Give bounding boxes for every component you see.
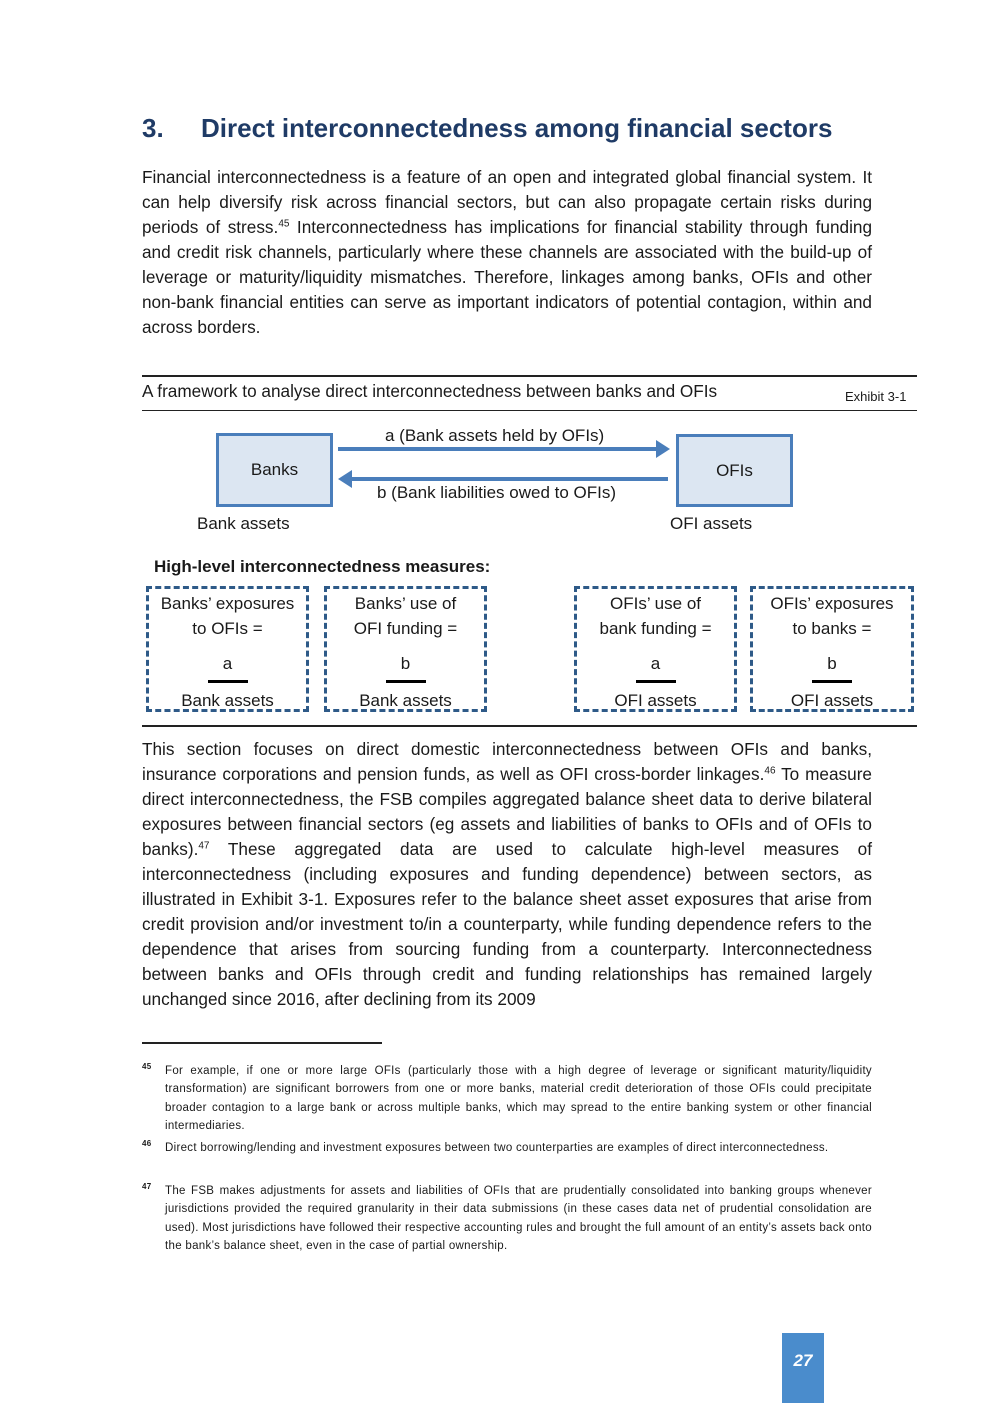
page-number: 27 xyxy=(782,1333,824,1403)
denominator: OFI assets xyxy=(614,691,697,710)
measures-heading: High-level interconnectedness measures: xyxy=(154,557,491,576)
arrow-a-label: a (Bank assets held by OFIs) xyxy=(385,426,605,445)
exhibit-top-rule xyxy=(142,375,917,377)
measure-label: to banks = xyxy=(792,619,872,638)
measure-label: to OFIs = xyxy=(192,619,263,638)
body-paragraph xyxy=(142,737,872,1012)
footnote-45 xyxy=(142,1062,872,1135)
footnote-47 xyxy=(142,1182,872,1255)
text: This section focuses on direct domestic interconnectedness between OFIs and banks, insurance corporations and pension funds, as well as OFI cross-border linkages. xyxy=(142,739,872,784)
arrow-a xyxy=(338,447,660,451)
measure-box xyxy=(574,586,737,712)
footnote-rule xyxy=(142,1042,382,1044)
measure-label: Banks’ use of xyxy=(354,594,457,613)
section-number: 3. xyxy=(142,113,164,143)
denominator: OFI assets xyxy=(790,691,874,710)
bank-assets-label: Bank assets xyxy=(197,514,290,533)
intro-paragraph xyxy=(142,165,872,340)
arrow-b xyxy=(348,477,668,481)
footnote-ref-45[interactable]: 45 xyxy=(278,218,290,230)
fraction-bar xyxy=(636,680,676,683)
ofi-assets-label: OFI assets xyxy=(670,514,753,533)
measure-label: OFIs’ use of xyxy=(609,594,701,613)
arrow-b-head-icon xyxy=(338,470,352,488)
arrow-a-head-icon xyxy=(656,440,670,458)
exhibit-number: Exhibit 3-1 xyxy=(845,389,907,404)
text: Interconnectedness has implications for financial stability through funding and credit risk channels, particularly where these channels are associated with the build-up of leverage or maturity/liquidity mismatches. Therefore, linkages among banks, OFIs and other non-bank financial entities can serve as important indicators of potential contagion, within and across borders. xyxy=(142,217,873,337)
exhibit-title-rule xyxy=(142,410,917,411)
arrow-b-label: b (Bank liabilities owed to OFIs) xyxy=(377,483,617,502)
measure-label: OFI funding = xyxy=(353,619,458,638)
denominator: Bank assets xyxy=(359,691,452,710)
footnote-46 xyxy=(142,1139,872,1157)
measure-label: bank funding = xyxy=(599,619,712,638)
measure-label: OFIs’ exposures xyxy=(770,594,894,613)
footnote-text: For example, if one or more large OFIs (particularly those with a high degree of leverage or significant maturity/liquidity transformation) are significant borrowers from one or more banks, material credit deterioration of those OFIs could precipitate broader contagion to a large bank or across multiple banks, which may spread to the entire banking system or other financial intermediaries. xyxy=(165,1065,872,1132)
measure-box xyxy=(750,586,914,712)
footnote-ref-47[interactable]: 47 xyxy=(198,840,210,852)
text: Financial interconnectedness is a feature of an open and integrated global financial system. It can help diversify risk across financial sectors, but can also propagate certain risks during periods of stress. xyxy=(142,167,872,237)
footnote-ref-46[interactable]: 46 xyxy=(764,765,776,777)
numerator: a xyxy=(650,654,661,673)
numerator: b xyxy=(400,654,411,673)
fraction-bar xyxy=(386,680,426,683)
ofis-box: OFIs xyxy=(676,434,793,507)
footnote-text: The FSB makes adjustments for assets and liabilities of OFIs that are prudentially consolidated into banking groups whenever jurisdictions provided the required granularity in their data submissions (in these cases data net of prudential consolidation are used). Most jurisdictions have followed their respective accounting rules and brought the full amount of an entity’s assets back onto the bank’s balance sheet, even in the case of partial ownership. xyxy=(165,1185,872,1252)
footnote-number: 45 xyxy=(142,1062,152,1071)
measure-box xyxy=(324,586,487,712)
banks-box: Banks xyxy=(216,433,333,507)
exhibit-title: A framework to analyse direct interconnectedness between banks and OFIs xyxy=(142,381,718,401)
footnote-number: 46 xyxy=(142,1139,152,1148)
fraction-bar xyxy=(812,680,852,683)
numerator: b xyxy=(827,654,837,673)
text: To measure direct interconnectedness, the FSB compiles aggregated balance sheet data to derive bilateral exposures between financial sectors (eg assets and liabilities of banks to OFIs and of OFIs to banks). xyxy=(142,764,872,859)
fraction-bar xyxy=(208,680,248,683)
footnote-text: Direct borrowing/lending and investment exposures between two counterparties are examples of direct interconnectedness. xyxy=(165,1142,829,1154)
measure-label: Banks’ exposures xyxy=(160,594,295,613)
denominator: Bank assets xyxy=(181,691,274,710)
text: These aggregated data are used to calculate high-level measures of interconnectedness (including exposures and funding dependence) between sectors, as illustrated in Exhibit 3-1. Exposures refer to the balance sheet asset exposures that arise from credit provision and/or investment to/in a counterparty, while funding dependence refers to the dependence that arises from sourcing funding from a counterparty. Interconnectedness between banks and OFIs through credit and funding relationships has remained largely unchanged since 2016, after declining from its 2009 xyxy=(142,839,872,1009)
section-title: Direct interconnectedness among financial sectors xyxy=(201,113,833,143)
measure-box xyxy=(146,586,309,712)
exhibit-bottom-rule xyxy=(142,725,917,727)
section-heading xyxy=(142,113,832,144)
numerator: a xyxy=(222,654,233,673)
footnote-number: 47 xyxy=(142,1182,152,1191)
